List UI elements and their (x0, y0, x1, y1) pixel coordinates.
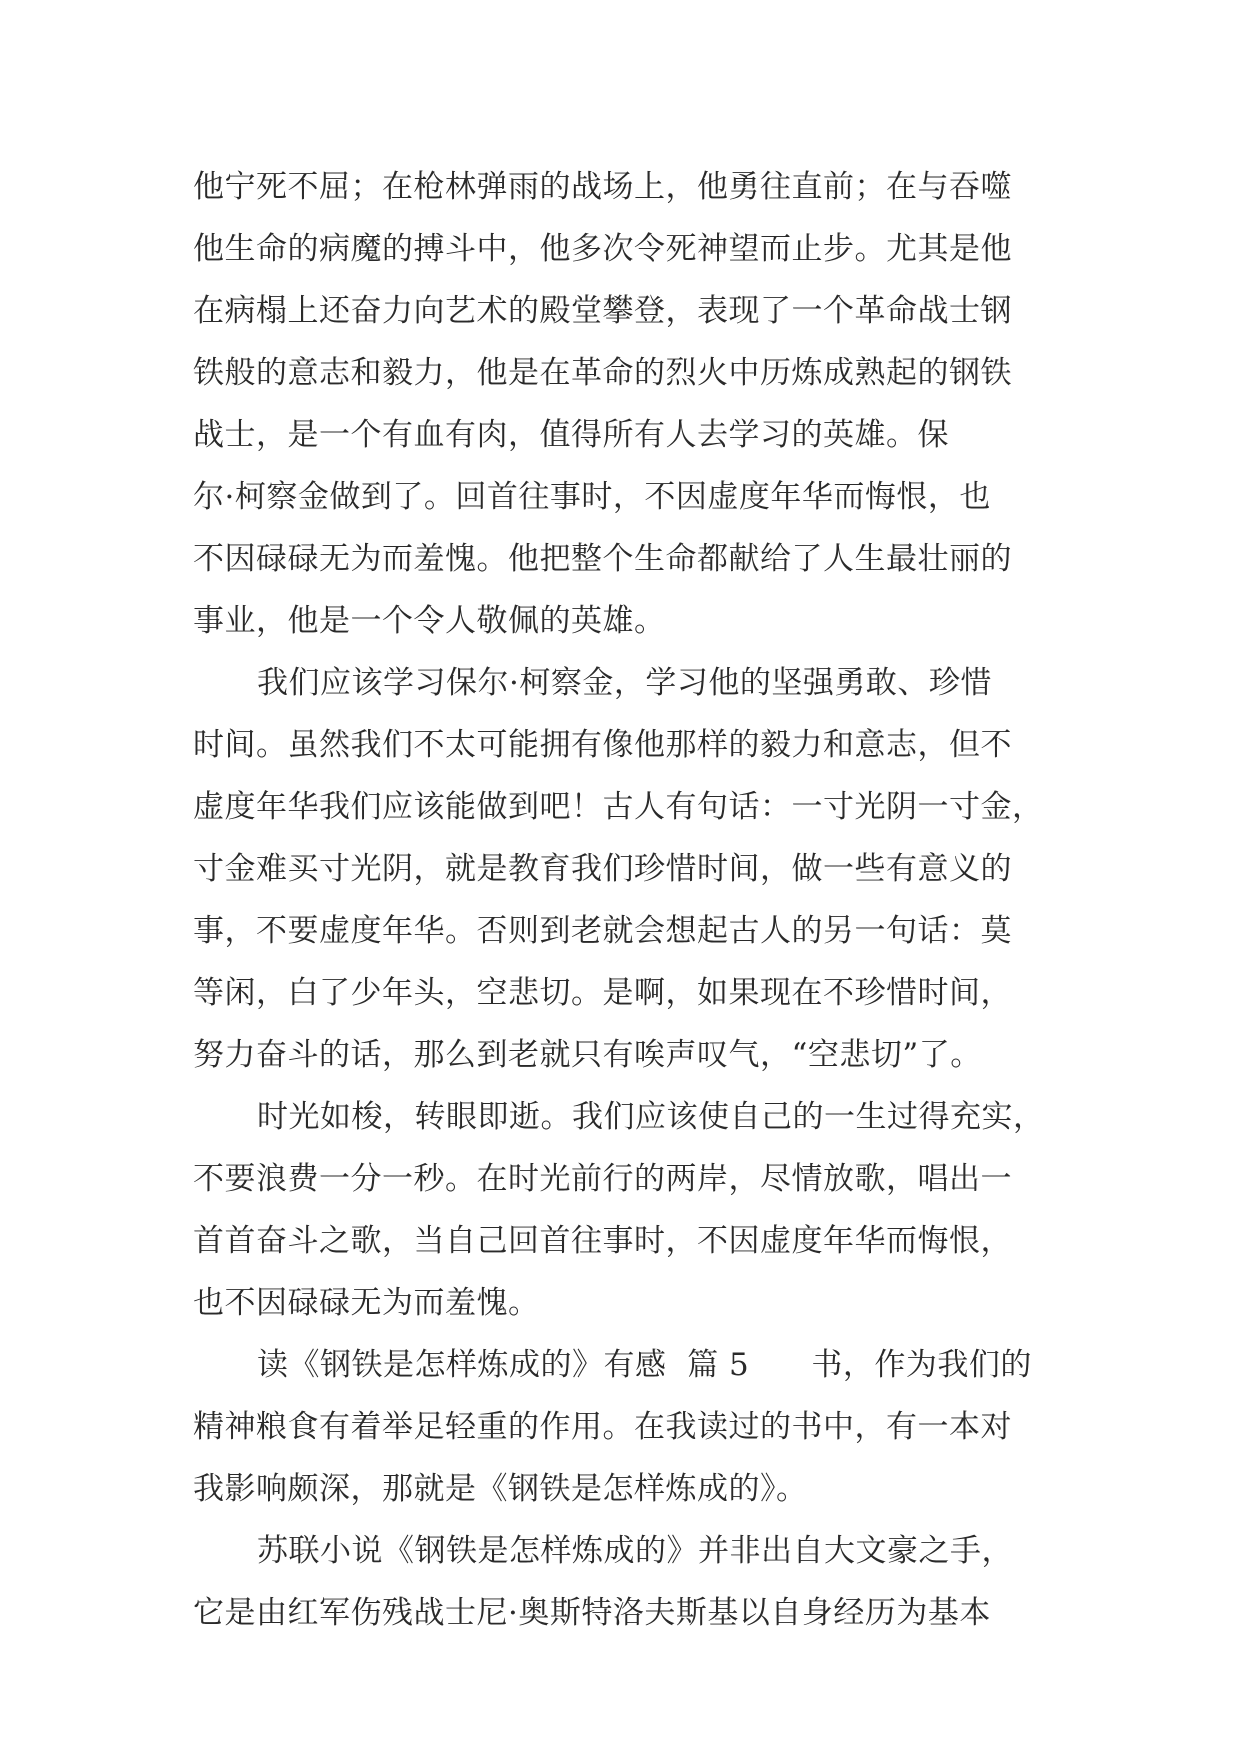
text-line: 他生命的病魔的搏斗中，他多次令死神望而止步。尤其是他 (193, 231, 1012, 267)
paragraph-first-line: 时光如梭，转眼即逝。我们应该使自己的一生过得充实， (257, 1099, 1045, 1135)
text-line: 尔·柯察金做到了。回首往事时，不因虚度年华而悔恨，也 (193, 479, 991, 515)
text-line: 铁般的意志和毅力，他是在革命的烈火中历炼成熟起的钢铁 (193, 355, 1012, 391)
text-line: 不要浪费一分一秒。在时光前行的两岸，尽情放歌，唱出一 (193, 1161, 1012, 1197)
text-line: 精神粮食有着举足轻重的作用。在我读过的书中，有一本对 (193, 1409, 1012, 1445)
text-line: 虚度年华我们应该能做到吧！古人有句话：一寸光阴一寸金， (193, 789, 1044, 825)
text-line: 寸金难买寸光阴，就是教育我们珍惜时间，做一些有意义的 (193, 851, 1012, 887)
document-body (193, 156, 1053, 1644)
paragraph-first-line: 我们应该学习保尔·柯察金，学习他的坚强勇敢、珍惜 (257, 665, 992, 701)
text-line: 战士，是一个有血有肉，值得所有人去学习的英雄。保 (193, 417, 949, 453)
text-line: 事业，他是一个令人敬佩的英雄。 (193, 603, 666, 639)
text-line: 也不因碌碌无为而羞愧。 (193, 1285, 540, 1321)
text-line: 等闲，白了少年头，空悲切。是啊，如果现在不珍惜时间， (193, 975, 1012, 1011)
paragraph-first-line: 读《钢铁是怎样炼成的》有感 篇 5 书，作为我们的 (257, 1347, 1032, 1383)
text-line: 时间。虽然我们不太可能拥有像他那样的毅力和意志，但不 (193, 727, 1012, 763)
text-line: 事，不要虚度年华。否则到老就会想起古人的另一句话：莫 (193, 913, 1012, 949)
text-line: 不因碌碌无为而羞愧。他把整个生命都献给了人生最壮丽的 (193, 541, 1012, 577)
paragraph-first-line: 苏联小说《钢铁是怎样炼成的》并非出自大文豪之手， (257, 1533, 1013, 1569)
text-line: 它是由红军伤残战士尼·奥斯特洛夫斯基以自身经历为基本 (193, 1595, 991, 1631)
text-line: 在病榻上还奋力向艺术的殿堂攀登，表现了一个革命战士钢 (193, 293, 1012, 329)
text-line: 他宁死不屈；在枪林弹雨的战场上，他勇往直前；在与吞噬 (193, 169, 1012, 205)
text-line: 努力奋斗的话，那么到老就只有唉声叹气，“空悲切”了。 (193, 1037, 982, 1073)
text-line: 首首奋斗之歌，当自己回首往事时，不因虚度年华而悔恨， (193, 1223, 1012, 1259)
text-line: 我影响颇深，那就是《钢铁是怎样炼成的》。 (193, 1471, 808, 1507)
